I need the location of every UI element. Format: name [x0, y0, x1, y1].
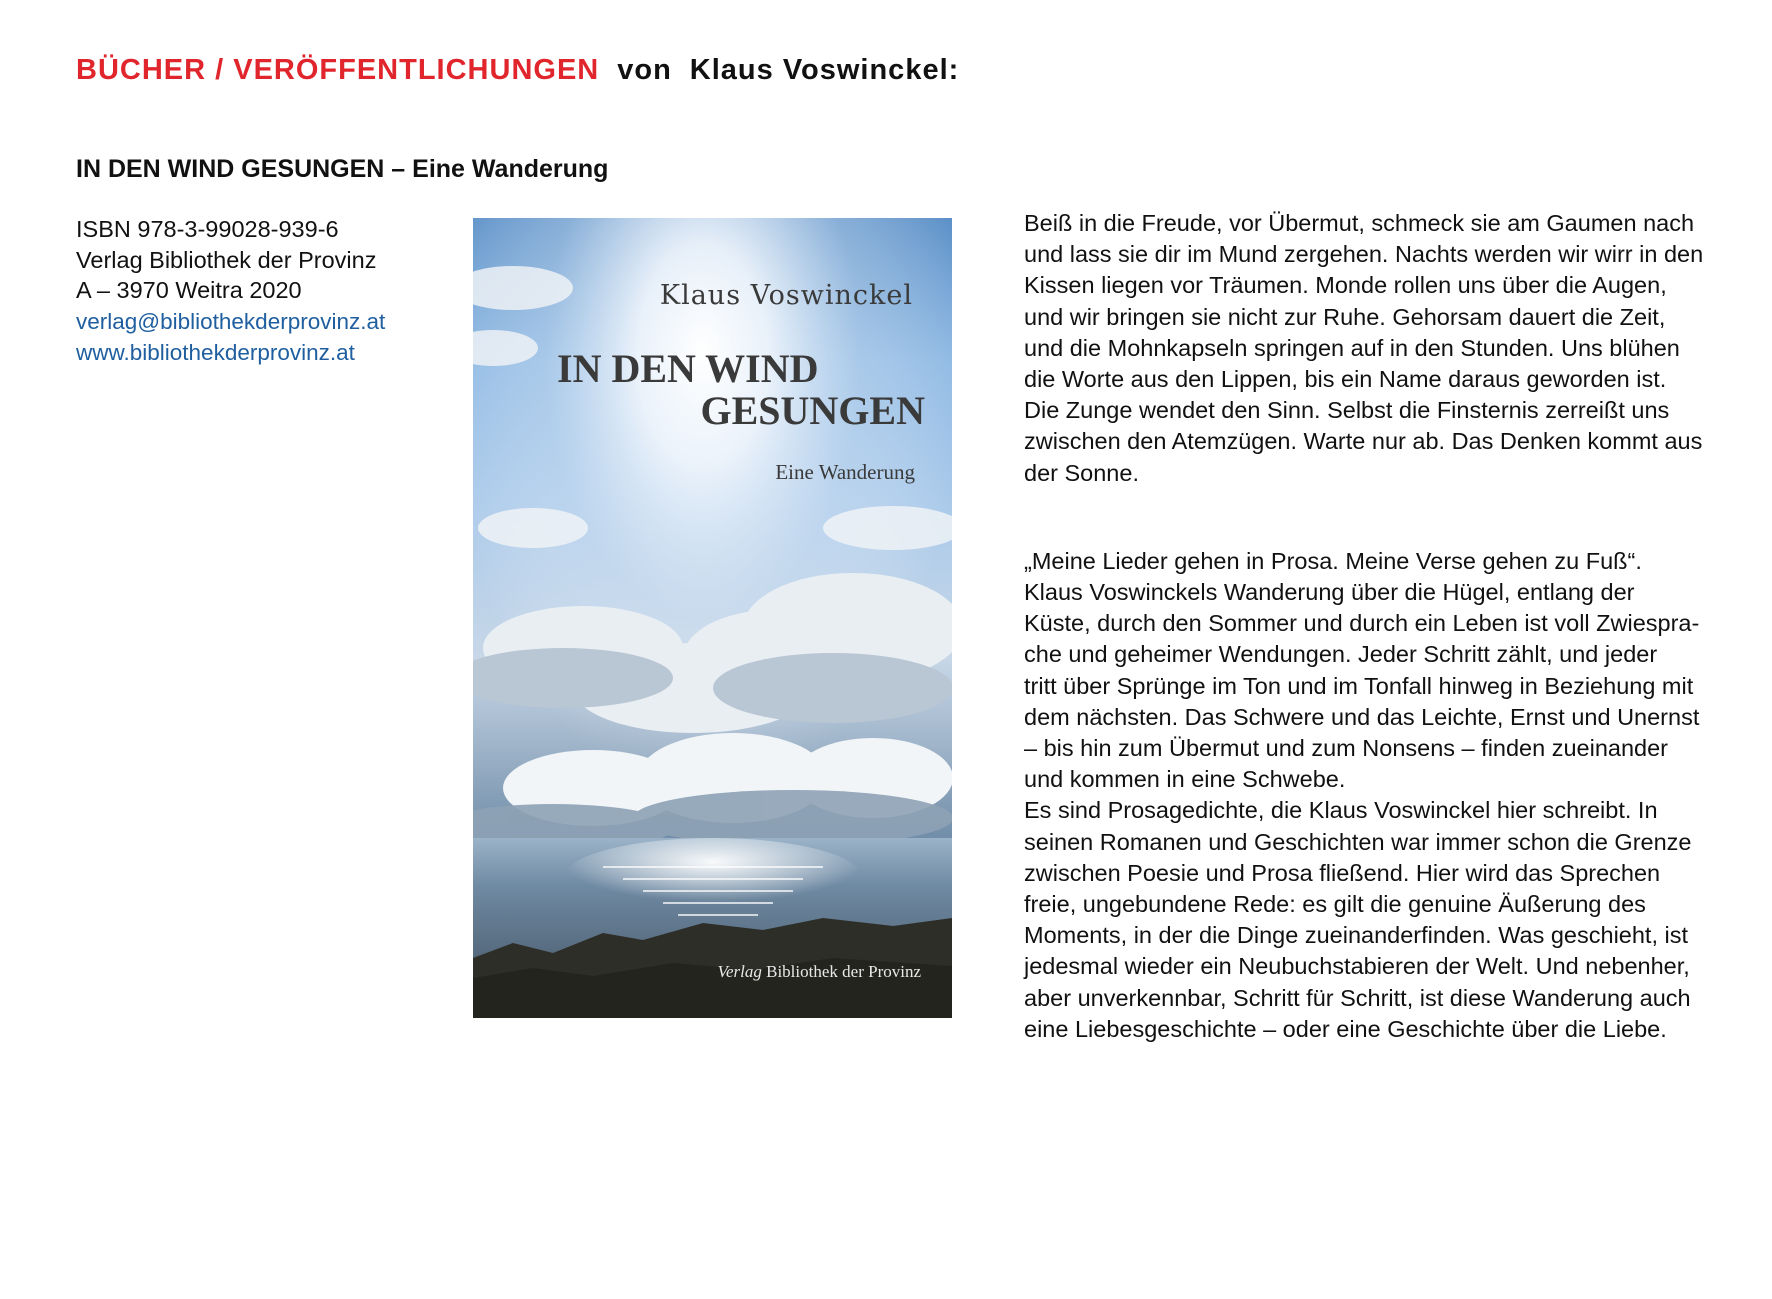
cover-publisher-prefix: Verlag	[717, 962, 762, 981]
blurb-paragraph-2: Es sind Prosagedichte, die Klaus Voswinckel hier schreibt. In seinen Romanen und Geschichten war immer schon die Grenze zwischen Poesie und Prosa fließend. Hier wird das Sprechen freie, ungebundene Rede: es gilt die genuine Äußerung des Moments, in der die Dinge zueinanderfinden. Was geschieht, ist jedesmal wieder ein Neubuchstabieren der Welt. Und nebenher, aber unverkennbar, Schritt für Schritt, ist diese Wanderung auch eine Liebesgeschichte – oder eine Geschichte über die Liebe.	[1024, 797, 1692, 1042]
isbn: ISBN 978-3-99028-939-6	[76, 216, 339, 242]
title-connector: von	[617, 54, 672, 86]
cover-title-line2: GESUNGEN	[700, 388, 925, 433]
book-cover-image	[473, 218, 952, 1018]
publication-info	[76, 214, 456, 369]
section-label: BÜCHER / VERÖFFENTLICHUNGEN	[76, 54, 600, 86]
cover-author: Klaus Voswinckel	[659, 280, 913, 311]
author-name: Klaus Voswinckel:	[689, 54, 960, 86]
publisher-email-link[interactable]: verlag@bibliothekderprovinz.at	[76, 308, 386, 334]
page-title	[76, 50, 959, 90]
cover-publisher	[473, 962, 921, 982]
cover-publisher-name: Bibliothek der Provinz	[766, 962, 921, 981]
blurb-paragraph: „Meine Lieder gehen in Prosa. Meine Verse gehen zu Fuß“. Klaus Voswinckels Wanderung über die Hügel, entlang der Küste, durch den Sommer und durch ein Leben ist voll Zwiespra- che und geheimer Wendungen. Jeder Schritt zählt, und jeder tritt über Sprünge im Ton und im Tonfall hinweg in Beziehung mit dem nächsten. Das Schwere und das Leichte, Ernst und Unernst – bis hin zum Übermut und zum Nonsens – finden zueinander und kommen in eine Schwebe.	[1024, 547, 1700, 793]
cover-subtitle: Eine Wanderung	[775, 460, 915, 484]
cover-artwork	[473, 218, 952, 1018]
book-title: IN DEN WIND GESUNGEN – Eine Wanderung	[76, 155, 609, 183]
cover-title-line1: IN DEN WIND	[557, 346, 819, 391]
publisher: Verlag Bibliothek der Provinz	[76, 246, 377, 273]
publisher-website-link[interactable]: www.bibliothekderprovinz.at	[76, 340, 355, 365]
book-description	[1024, 208, 1750, 1045]
place-year: A – 3970 Weitra 2020	[76, 277, 302, 303]
excerpt-paragraph: Beiß in die Freude, vor Übermut, schmeck sie am Gaumen nach und lass sie dir im Mund zergehen. Nachts werden wir wirr in den Kissen liegen vor Träumen. Monde rollen uns über die Augen, und wir bringen sie nicht zur Ruhe. Gehorsam dauert die Zeit, und die Mohnkapseln springen auf in den Stunden. Uns blühen die Worte aus den Lippen, bis ein Name daraus geworden ist. Die Zunge wendet den Sinn. Selbst die Finsternis zerreißt uns zwischen den Atemzügen. Warte nur ab. Das Denken kommt aus der Sonne.	[1024, 210, 1704, 486]
cover-title	[473, 348, 925, 432]
